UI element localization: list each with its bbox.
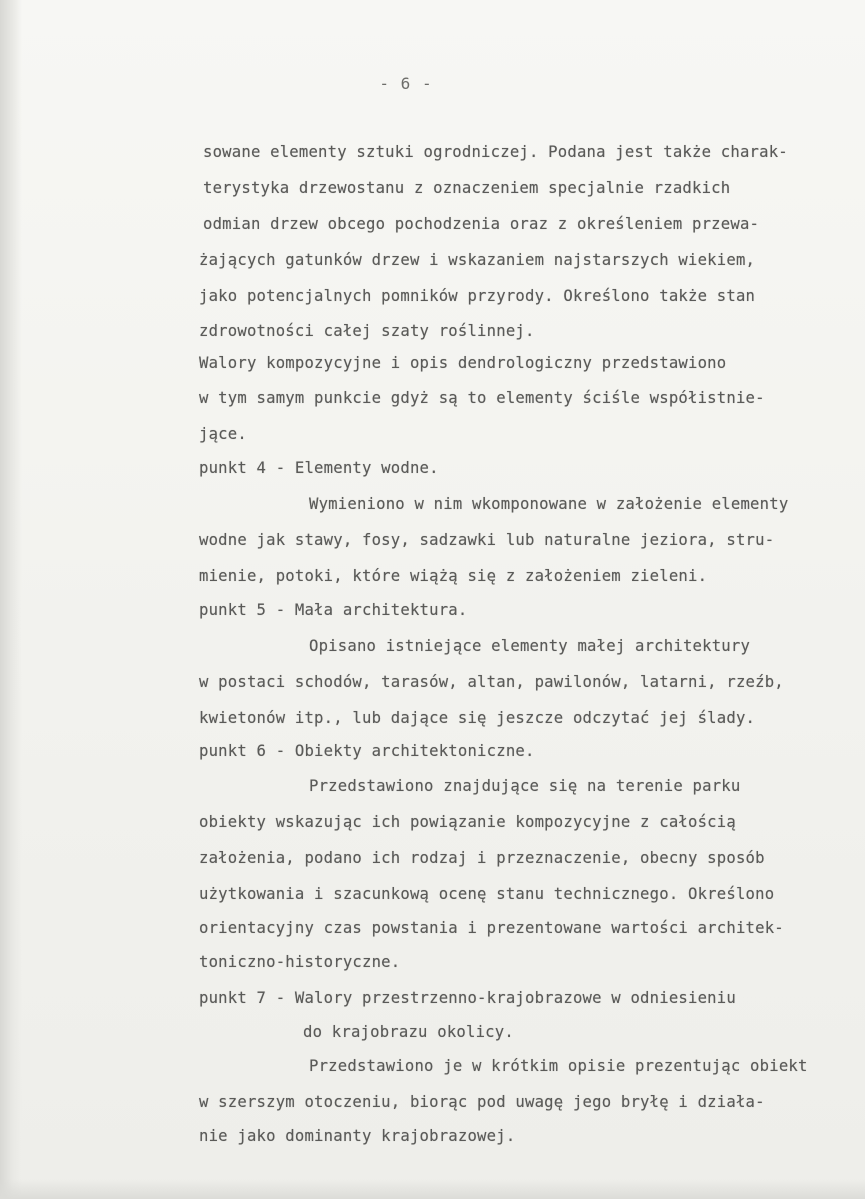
text-line: nie jako dominanty krajobrazowej. <box>199 1127 516 1145</box>
text-line: Walory kompozycyjne i opis dendrologiczny przedstawiono <box>199 354 727 372</box>
text-line: Opisano istniejące elementy małej architektury <box>309 637 751 655</box>
text-line: do krajobrazu okolicy. <box>303 1023 514 1041</box>
text-line: wodne jak stawy, fosy, sadzawki lub naturalne jeziora, stru- <box>199 531 775 549</box>
text-line: terystyka drzewostanu z oznaczeniem specjalnie rzadkich <box>203 179 731 197</box>
text-line: w szerszym otoczeniu, biorąc pod uwagę jego bryłę i działa- <box>199 1093 765 1111</box>
text-line: Przedstawiono je w krótkim opisie prezentując obiekt <box>309 1057 808 1075</box>
text-line: zdrowotności całej szaty roślinnej. <box>199 322 535 340</box>
text-line: w postaci schodów, tarasów, altan, pawilonów, latarni, rzeźb, <box>199 673 784 691</box>
text-line: w tym samym punkcie gdyż są to elementy ściśle współistnie- <box>199 389 765 407</box>
text-line: Przedstawiono znajdujące się na terenie parku <box>309 777 741 795</box>
text-line: jące. <box>199 425 247 443</box>
text-line: żających gatunków drzew i wskazaniem najstarszych wiekiem, <box>199 251 756 269</box>
text-line: punkt 5 - Mała architektura. <box>199 601 468 619</box>
text-line: założenia, podano ich rodzaj i przeznaczenie, obecny sposób <box>199 849 765 867</box>
text-line: obiekty wskazując ich powiązanie kompozycyjne z całością <box>199 813 736 831</box>
text-line: toniczno-historyczne. <box>199 953 401 971</box>
text-line: punkt 7 - Walory przestrzenno-krajobrazowe w odniesieniu <box>199 989 736 1007</box>
page-number: - 6 - <box>379 74 433 93</box>
body-text <box>0 142 865 1162</box>
scan-bottom-shadow <box>0 1179 865 1199</box>
text-line: orientacyjny czas powstania i prezentowane wartości architek- <box>199 919 784 937</box>
text-line: kwietonów itp., lub dające się jeszcze odczytać jej ślady. <box>199 709 756 727</box>
text-line: jako potencjalnych pomników przyrody. Określono także stan <box>199 287 756 305</box>
text-line: użytkowania i szacunkową ocenę stanu technicznego. Określono <box>199 885 775 903</box>
text-line: odmian drzew obcego pochodzenia oraz z określeniem przewa- <box>203 215 760 233</box>
text-line: punkt 4 - Elementy wodne. <box>199 459 439 477</box>
text-line: sowane elementy sztuki ogrodniczej. Podana jest także charak- <box>203 143 788 161</box>
text-line: Wymieniono w nim wkomponowane w założenie elementy <box>309 495 789 513</box>
text-line: mienie, potoki, które wiążą się z założeniem zieleni. <box>199 567 708 585</box>
text-line: punkt 6 - Obiekty architektoniczne. <box>199 742 535 760</box>
